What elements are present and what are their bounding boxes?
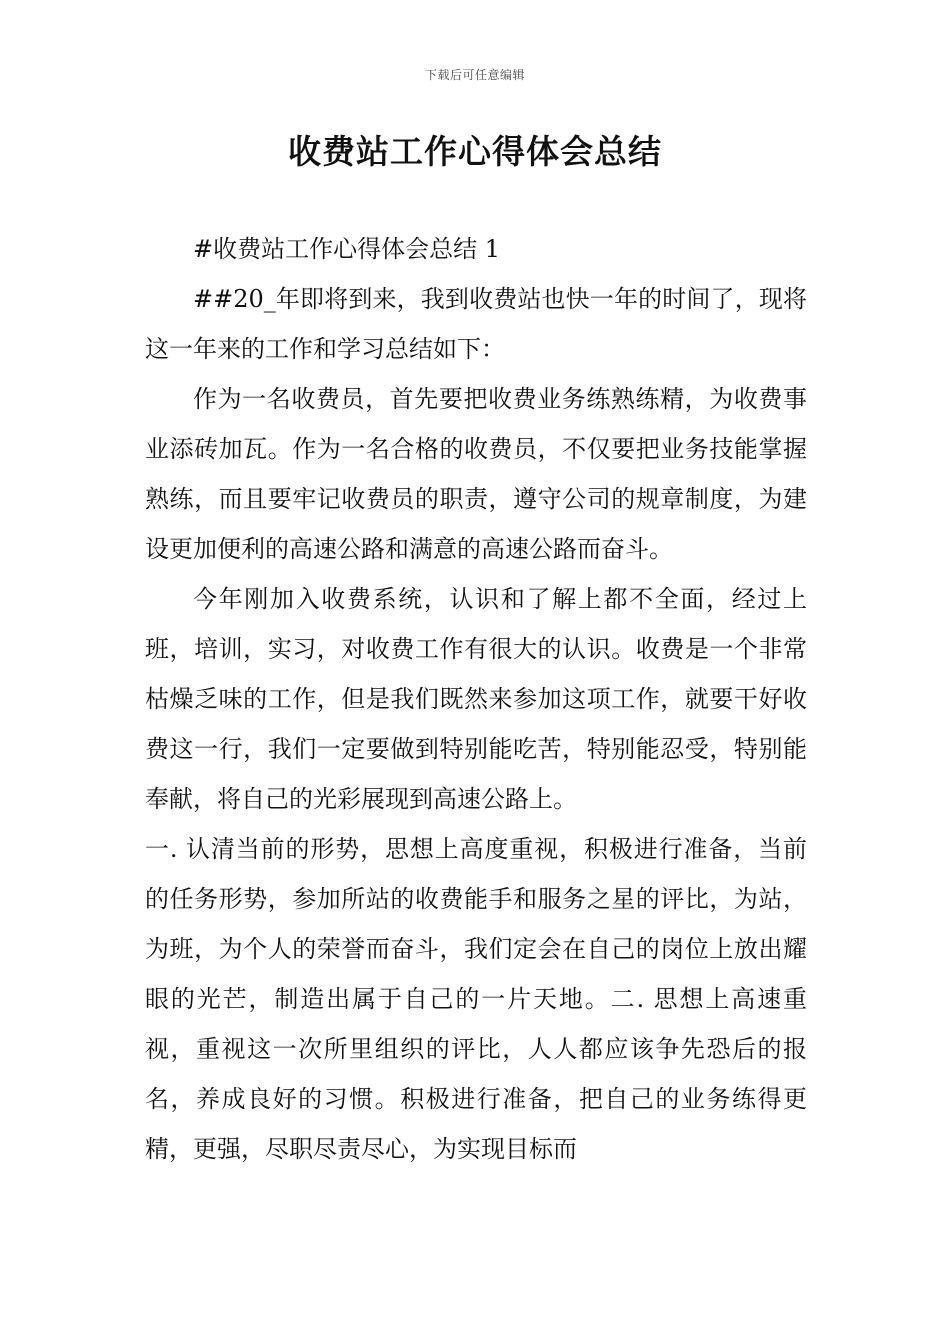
paragraph-duty: 作为一名收费员，首先要把收费业务练熟练精，为收费事业添砖加瓦。作为一名合格的收费员，不仅要把业务技能掌握熟练，而且要牢记收费员的职责，遵守公司的规章制度，为建设更加便利的高速公路和满意的高速公路而奋斗。 (145, 385, 807, 563)
paragraph-experience: 今年刚加入收费系统，认识和了解上都不全面，经过上班，培训，实习，对收费工作有很大的认识。收费是一个非常枯燥乏味的工作，但是我们既然来参加这项工作，就要干好收费这一行，我们一定要做到特别能吃苦，特别能忍受，特别能奉献，将自己的光彩展现到高速公路上。 (145, 585, 807, 813)
paragraph-points: 一. 认清当前的形势，思想上高度重视，积极进行准备，当前的任务形势，参加所站的收费能手和服务之星的评比，为站，为班，为个人的荣誉而奋斗，我们定会在自己的岗位上放出耀眼的光芒，制造出属于自己的一片天地。二. 思想上高速重视，重视这一次所里组织的评比，人人都应该争先恐后的报名，养成良好的习惯。积极进行准备，把自己的业务练得更精，更强，尽职尽责尽心，为实现目标而 (145, 835, 807, 1163)
document-body (145, 224, 807, 1174)
section-heading: #收费站工作心得体会总结 1 (193, 235, 501, 263)
document-title: 收费站工作心得体会总结 (288, 132, 662, 171)
header-note: 下载后可任意编辑 (424, 68, 525, 82)
paragraph-intro: ##20_年即将到来，我到收费站也快一年的时间了，现将这一年来的工作和学习总结如下： (145, 285, 807, 363)
